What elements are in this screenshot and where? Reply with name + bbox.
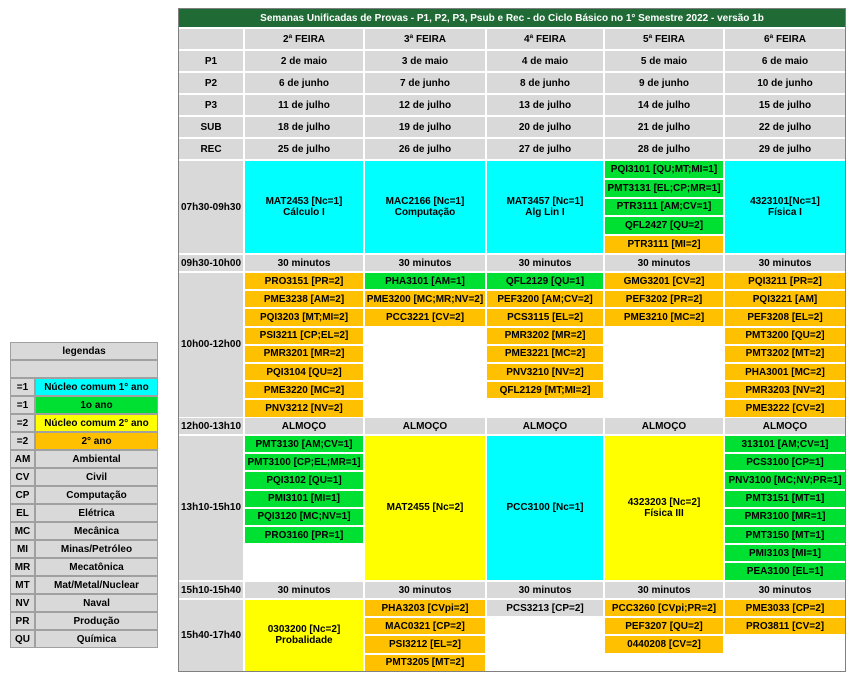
course-cell: PMT3151 [MT=1] <box>724 490 846 508</box>
exam-date-cell: 28 de julho <box>604 138 724 160</box>
exam-date-cell: 29 de julho <box>724 138 846 160</box>
course-cell: PEA3100 [EL=1] <box>724 562 846 580</box>
break-cell: 30 minutos <box>364 254 486 272</box>
course-cell: PQI3211 [PR=2] <box>724 272 846 290</box>
legend-abbr-key: EL <box>10 504 35 522</box>
course-cell: PME3221 [MC=2] <box>486 345 604 363</box>
legend-abbr-key: CP <box>10 486 35 504</box>
course-cell: PCS3100 [CP=1] <box>724 453 846 471</box>
legend-abbr-key: NV <box>10 594 35 612</box>
exam-week-label: SUB <box>178 116 244 138</box>
legend-abbr-key: MT <box>10 576 35 594</box>
course-cell: GMG3201 [CV=2] <box>604 272 724 290</box>
course-cell: PHA3001 [MC=2] <box>724 363 846 381</box>
legend-abbr-text: Minas/Petróleo <box>35 540 158 558</box>
course-cell: QFL2129 [QU=1] <box>486 272 604 290</box>
course-block <box>604 435 724 581</box>
legend-spacer <box>10 360 158 378</box>
course-name: Computação <box>394 207 456 218</box>
exam-date-cell: 14 de julho <box>604 94 724 116</box>
course-cell: PME3238 [AM=2] <box>244 290 364 308</box>
course-cell: PMT3150 [MT=1] <box>724 526 846 544</box>
course-cell: PMT3130 [AM;CV=1] <box>244 435 364 453</box>
legend-abbr-key: CV <box>10 468 35 486</box>
exam-date-cell: 9 de junho <box>604 72 724 94</box>
course-cell: QFL2129 [MT;MI=2] <box>486 381 604 399</box>
course-cell: PSI3212 [EL=2] <box>364 635 486 653</box>
course-cell: PQI3203 [MT;MI=2] <box>244 308 364 326</box>
course-cell: PQI3104 [QU=2] <box>244 363 364 381</box>
exam-week-label: P2 <box>178 72 244 94</box>
course-name: Probalidade <box>275 635 333 647</box>
legend-abbr-key: QU <box>10 630 35 648</box>
lunch-cell: ALMOÇO <box>244 417 364 435</box>
course-cell: MAC0321 [CP=2] <box>364 617 486 635</box>
exam-date-cell: 12 de julho <box>364 94 486 116</box>
course-code: MAT3457 [Nc=1] <box>506 196 584 207</box>
legend-abbr-key: MC <box>10 522 35 540</box>
legend-color-swatch: Núcleo comum 1° ano <box>35 378 158 396</box>
time-slot-label: 12h00-13h10 <box>178 417 244 435</box>
course-code: MAT2455 [Nc=2] <box>386 502 464 514</box>
exam-date-cell: 13 de julho <box>486 94 604 116</box>
empty-cell <box>604 327 724 418</box>
legend-key: =2 <box>10 414 35 432</box>
course-cell: PCC3260 [CVpi;PR=2] <box>604 599 724 617</box>
course-cell: PNV3100 [MC;NV;PR=1] <box>724 471 846 489</box>
empty-cell <box>486 399 604 417</box>
break-cell: 30 minutos <box>486 254 604 272</box>
day-header: 3ª FEIRA <box>364 28 486 50</box>
empty-cell <box>486 617 604 672</box>
course-cell: PSI3211 [CP;EL=2] <box>244 327 364 345</box>
empty-cell <box>244 544 364 580</box>
legend-key: =1 <box>10 396 35 414</box>
legend-color-swatch: 2° ano <box>35 432 158 450</box>
course-cell: PRO3160 [PR=1] <box>244 526 364 544</box>
course-cell: PME3210 [MC=2] <box>604 308 724 326</box>
course-cell: PMR3201 [MR=2] <box>244 345 364 363</box>
course-cell: QFL2427 [QU=2] <box>604 216 724 235</box>
course-block <box>244 599 364 672</box>
exam-date-cell: 22 de julho <box>724 116 846 138</box>
exam-week-label: P3 <box>178 94 244 116</box>
course-cell: PEF3208 [EL=2] <box>724 308 846 326</box>
course-code: 4323101[Nc=1] <box>750 196 820 207</box>
break-cell: 30 minutos <box>486 581 604 599</box>
legend-abbr-key: MI <box>10 540 35 558</box>
course-code: 4323203 [Nc=2] <box>627 496 701 508</box>
exam-date-cell: 19 de julho <box>364 116 486 138</box>
day-header: 6ª FEIRA <box>724 28 846 50</box>
legend-abbr-text: Química <box>35 630 158 648</box>
course-block <box>486 160 604 254</box>
break-cell: 30 minutos <box>724 254 846 272</box>
course-cell: PME3033 [CP=2] <box>724 599 846 617</box>
lunch-cell: ALMOÇO <box>486 417 604 435</box>
time-slot-label: 15h40-17h40 <box>178 599 244 672</box>
lunch-cell: ALMOÇO <box>724 417 846 435</box>
course-block <box>244 160 364 254</box>
course-cell: PNV3210 [NV=2] <box>486 363 604 381</box>
course-cell: 313101 [AM;CV=1] <box>724 435 846 453</box>
course-block <box>486 435 604 581</box>
course-cell: PME3222 [CV=2] <box>724 399 846 417</box>
break-cell: 30 minutos <box>244 254 364 272</box>
day-header: 5ª FEIRA <box>604 28 724 50</box>
exam-date-cell: 6 de junho <box>244 72 364 94</box>
course-cell: PME3200 [MC;MR;NV=2] <box>364 290 486 308</box>
course-cell: PTR3111 [MI=2] <box>604 235 724 254</box>
legend-abbr-text: Elétrica <box>35 504 158 522</box>
course-block <box>364 435 486 581</box>
exam-date-cell: 7 de junho <box>364 72 486 94</box>
lunch-cell: ALMOÇO <box>604 417 724 435</box>
time-slot-label: 15h10-15h40 <box>178 581 244 599</box>
exam-date-cell: 10 de junho <box>724 72 846 94</box>
course-code: MAT2453 [Nc=1] <box>265 196 343 207</box>
course-code: 0303200 [Nc=2] <box>267 624 341 636</box>
course-cell: PTR3111 [AM;CV=1] <box>604 198 724 217</box>
empty-cell <box>364 327 486 418</box>
course-name: Física III <box>644 507 684 519</box>
course-name: Alg Lin I <box>525 207 565 218</box>
course-cell: PCS3213 [CP=2] <box>486 599 604 617</box>
course-cell: PME3220 [MC=2] <box>244 381 364 399</box>
day-header: 2ª FEIRA <box>244 28 364 50</box>
legend-abbr-key: PR <box>10 612 35 630</box>
course-name: Física I <box>768 207 802 218</box>
course-code: PCC3100 [Nc=1] <box>506 502 584 514</box>
legend-abbr-text: Mat/Metal/Nuclear <box>35 576 158 594</box>
legend-abbr-text: Mecatônica <box>35 558 158 576</box>
course-cell: PHA3101 [AM=1] <box>364 272 486 290</box>
corner-cell <box>178 28 244 50</box>
legend-key: =1 <box>10 378 35 396</box>
time-slot-label: 09h30-10h00 <box>178 254 244 272</box>
exam-date-cell: 4 de maio <box>486 50 604 72</box>
legend-abbr-text: Mecânica <box>35 522 158 540</box>
time-slot-label: 13h10-15h10 <box>178 435 244 581</box>
exam-date-cell: 2 de maio <box>244 50 364 72</box>
empty-cell <box>604 654 724 672</box>
legend-abbr-text: Computação <box>35 486 158 504</box>
course-cell: PQI3102 [QU=1] <box>244 471 364 489</box>
course-code: MAC2166 [Nc=1] <box>385 196 465 207</box>
legend-title: legendas <box>10 342 158 360</box>
course-cell: PRO3151 [PR=2] <box>244 272 364 290</box>
course-cell: PCS3115 [EL=2] <box>486 308 604 326</box>
exam-date-cell: 27 de julho <box>486 138 604 160</box>
day-header: 4ª FEIRA <box>486 28 604 50</box>
course-cell: PCC3221 [CV=2] <box>364 308 486 326</box>
legend-abbr-key: AM <box>10 450 35 468</box>
exam-week-label: REC <box>178 138 244 160</box>
legend-color-swatch: Núcleo comum 2° ano <box>35 414 158 432</box>
course-cell: PQI3101 [QU;MT;MI=1] <box>604 160 724 179</box>
course-block <box>364 160 486 254</box>
exam-date-cell: 25 de julho <box>244 138 364 160</box>
exam-date-cell: 21 de julho <box>604 116 724 138</box>
lunch-cell: ALMOÇO <box>364 417 486 435</box>
legend-abbr-text: Produção <box>35 612 158 630</box>
course-name: Cálculo I <box>283 207 325 218</box>
exam-week-label: P1 <box>178 50 244 72</box>
course-cell: PRO3811 [CV=2] <box>724 617 846 635</box>
course-cell: PEF3207 [QU=2] <box>604 617 724 635</box>
time-slot-label: 07h30-09h30 <box>178 160 244 254</box>
course-cell: PMT3131 [EL;CP;MR=1] <box>604 179 724 198</box>
course-cell: PMR3202 [MR=2] <box>486 327 604 345</box>
exam-date-cell: 26 de julho <box>364 138 486 160</box>
course-cell: PMT3202 [MT=2] <box>724 345 846 363</box>
course-cell: PHA3203 [CVpi=2] <box>364 599 486 617</box>
exam-date-cell: 3 de maio <box>364 50 486 72</box>
empty-cell <box>724 635 846 671</box>
course-cell: PNV3212 [NV=2] <box>244 399 364 417</box>
time-slot-label: 10h00-12h00 <box>178 272 244 418</box>
legend-abbr-text: Ambiental <box>35 450 158 468</box>
exam-date-cell: 8 de junho <box>486 72 604 94</box>
course-cell: PMT3205 [MT=2] <box>364 654 486 672</box>
course-cell: PMR3203 [NV=2] <box>724 381 846 399</box>
course-cell: PEF3202 [PR=2] <box>604 290 724 308</box>
break-cell: 30 minutos <box>244 581 364 599</box>
table-title: Semanas Unificadas de Provas - P1, P2, P3, Psub e Rec - do Ciclo Básico no 1° Semestre 2022 - versão 1b <box>178 8 846 28</box>
course-cell: PMT3200 [QU=2] <box>724 327 846 345</box>
course-cell: PMT3100 [CP;EL;MR=1] <box>244 453 364 471</box>
legend-abbr-text: Civil <box>35 468 158 486</box>
exam-date-cell: 15 de julho <box>724 94 846 116</box>
break-cell: 30 minutos <box>604 254 724 272</box>
course-cell: PMR3100 [MR=1] <box>724 508 846 526</box>
legend-key: =2 <box>10 432 35 450</box>
course-cell: PQI3221 [AM] <box>724 290 846 308</box>
legend-abbr-text: Naval <box>35 594 158 612</box>
course-cell: 0440208 [CV=2] <box>604 635 724 653</box>
break-cell: 30 minutos <box>364 581 486 599</box>
exam-date-cell: 20 de julho <box>486 116 604 138</box>
course-cell: PEF3200 [AM;CV=2] <box>486 290 604 308</box>
exam-date-cell: 11 de julho <box>244 94 364 116</box>
legend-abbr-key: MR <box>10 558 35 576</box>
course-cell: PQI3120 [MC;NV=1] <box>244 508 364 526</box>
legend-color-swatch: 1o ano <box>35 396 158 414</box>
break-cell: 30 minutos <box>724 581 846 599</box>
course-cell: PMI3103 [MI=1] <box>724 544 846 562</box>
exam-date-cell: 6 de maio <box>724 50 846 72</box>
course-cell: PMI3101 [MI=1] <box>244 490 364 508</box>
exam-date-cell: 18 de julho <box>244 116 364 138</box>
course-block <box>724 160 846 254</box>
break-cell: 30 minutos <box>604 581 724 599</box>
exam-date-cell: 5 de maio <box>604 50 724 72</box>
